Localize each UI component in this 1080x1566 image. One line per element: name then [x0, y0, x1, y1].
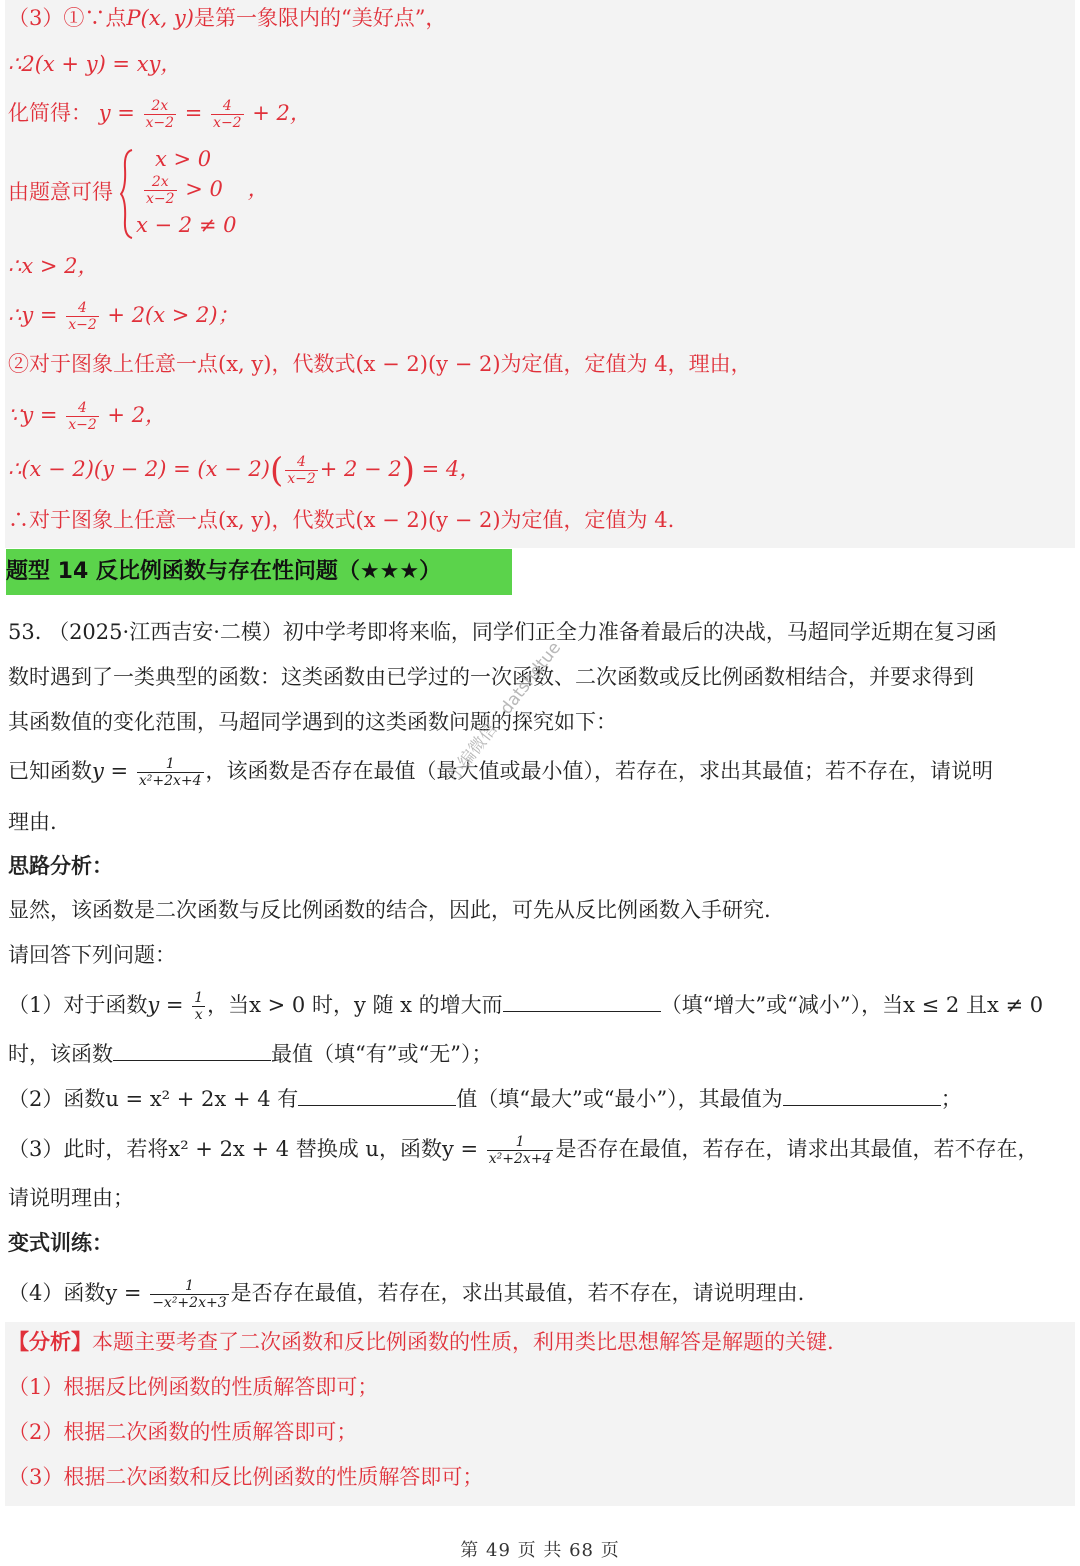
fraction: $\frac{1}{\text{x²+2x+4}}$ — [138, 756, 202, 789]
answer-blank[interactable] — [113, 1042, 271, 1061]
watermark: 小编微信：datshdtue — [443, 638, 566, 786]
analysis-line-0 — [8, 1328, 1072, 1356]
math-text: ∴y = — [8, 303, 58, 327]
text: （3）此时，若将x² + 2x + 4 替换成 u，函数y = — [8, 1137, 479, 1161]
math-text: + 2 − 2 — [319, 457, 402, 481]
text: 最值（填“有”或“无”）； — [271, 1042, 493, 1066]
text: 本题主要考查了二次函数和反比例函数的性质，利用类比思想解答是解题的关键. — [92, 1330, 834, 1354]
math-point: P(x, y) — [126, 6, 194, 30]
answer-line-10: ∴对于图象上任意一点(x, y)，代数式(x − 2)(y − 2)为定值，定值为 4. — [8, 508, 675, 532]
answer-blank[interactable] — [783, 1087, 941, 1106]
answer-blank[interactable] — [298, 1087, 456, 1106]
text: （3）①∵点 — [8, 6, 127, 30]
fraction: $\frac{1}{\text{x²+2x+4}}$ — [488, 1134, 552, 1167]
math-text: y = — [92, 759, 129, 783]
fraction: $\frac{4}{x-2}$ — [68, 400, 97, 433]
math-text: y = — [98, 101, 135, 125]
text: ，当x > 0 时，y 随 x 的增大而 — [207, 993, 503, 1017]
answer-line-6 — [8, 300, 239, 333]
math-text: ∴(x − 2)(y − 2) = (x − 2) — [8, 457, 270, 481]
question-1 — [8, 990, 1072, 1023]
analysis-line-1: （1）根据反比例函数的性质解答即可； — [8, 1375, 379, 1399]
math-text: y = — [147, 993, 184, 1017]
analysis-line-3: （3）根据二次函数和反比例函数的性质解答即可； — [8, 1465, 484, 1489]
problem-line-4 — [8, 756, 1072, 789]
math-text: + 2， — [252, 101, 311, 125]
answer-blank[interactable] — [503, 993, 661, 1012]
question-1-cont — [8, 1040, 1072, 1068]
math-text: = 4， — [421, 457, 481, 481]
problem-line-6: 显然，该函数是二次函数与反比例函数的结合，因此，可先从反比例函数入手研究. — [8, 898, 771, 922]
analysis-line-2: （2）根据二次函数的性质解答即可； — [8, 1420, 358, 1444]
fraction: $\frac{1}{x}$ — [194, 990, 204, 1023]
text: 时，该函数 — [8, 1042, 113, 1066]
text: 是否存在最值，若存在，求出其最值，若不存在，请说明理由. — [230, 1281, 805, 1305]
fraction: $\frac{2x}{x-2}$ — [146, 174, 175, 207]
text: ； — [940, 1087, 962, 1111]
fraction: $\frac{4}{x-2}$ — [213, 98, 242, 131]
text: ， — [247, 177, 269, 201]
problem-line-5: 理由. — [8, 810, 57, 834]
fraction: $\frac{2x}{x-2}$ — [145, 98, 175, 131]
text: ，该函数是否存在最值（最大值或最小值），若存在，求出其最值；若不存在，请说明 — [205, 759, 994, 783]
thought-label: 思路分析： — [8, 854, 113, 878]
text: （填“增大”或“减小”），当x ≤ 2 且x ≠ 0 — [660, 993, 1044, 1017]
answer-line-4-label — [8, 178, 113, 206]
math-text: ∵y = — [8, 403, 58, 427]
answer-line-5: ∴x > 2， — [8, 254, 99, 278]
text: 是否存在最值，若存在，请求出其最值，若不存在， — [555, 1137, 1039, 1161]
problem-line-1: 53. （2025·江西吉安·二模）初中学考即将来临，同学们正全力准备着最后的决战，马超同学近期在复习函 — [8, 620, 997, 644]
problem-line-7: 请回答下列问题： — [8, 943, 176, 967]
text: （1）对于函数 — [8, 993, 148, 1017]
left-brace-icon — [120, 148, 134, 240]
problem-line-2: 数时遇到了一类典型的函数：这类函数由已学过的一次函数、二次函数或反比例函数相结合，并要求得到 — [8, 665, 974, 689]
question-3 — [8, 1134, 1072, 1167]
math-equation: ∴2(x + y) = xy， — [8, 52, 182, 76]
paren: ( — [269, 450, 284, 491]
text: 值（填“最大”或“最小”），其最值为 — [456, 1087, 783, 1111]
fraction: $\frac{1}{\text{−x²+2x+3}}$ — [152, 1278, 227, 1311]
answer-line-1 — [8, 4, 446, 32]
text: 化简得： — [8, 101, 92, 125]
fraction: $\frac{4}{x-2}$ — [287, 454, 316, 487]
fraction: $\frac{4}{x-2}$ — [68, 300, 97, 333]
text: > 0 — [185, 177, 223, 201]
math-text: + 2(x > 2)； — [107, 303, 239, 327]
page-footer: 第 49 页 共 68 页 — [460, 1540, 620, 1561]
text: 已知函数 — [8, 759, 92, 783]
text: 是第一象限内的“美好点”， — [193, 6, 447, 30]
answer-line-8 — [8, 400, 166, 433]
text: （4）函数y = — [8, 1281, 142, 1305]
question-3-cont: 请说明理由； — [8, 1186, 134, 1210]
system-row-2 — [142, 174, 269, 207]
text: = — [184, 101, 203, 125]
system-row-1: x > 0 — [155, 147, 212, 171]
question-4 — [8, 1278, 1072, 1311]
variant-label: 变式训练： — [8, 1231, 113, 1255]
problem-line-3: 其函数值的变化范围，马超同学遇到的这类函数问题的探究如下： — [8, 710, 617, 734]
paren: ) — [401, 450, 415, 491]
text: 由题意可得 — [8, 180, 113, 204]
answer-line-9 — [8, 450, 481, 491]
section-banner: 题型 14 反比例函数与存在性问题（★★★） — [6, 549, 512, 595]
math-text: + 2， — [107, 403, 167, 427]
system-row-3: x − 2 ≠ 0 — [136, 213, 237, 237]
text: （2）函数u = x² + 2x + 4 有 — [8, 1087, 299, 1111]
answer-line-7: ②对于图象上任意一点(x, y)，代数式(x − 2)(y − 2)为定值，定值为 4，理由， — [8, 352, 752, 376]
answer-line-3 — [8, 98, 311, 131]
answer-line-2 — [8, 50, 181, 78]
question-2 — [8, 1085, 1072, 1113]
analysis-tag: 【分析】 — [8, 1330, 92, 1354]
